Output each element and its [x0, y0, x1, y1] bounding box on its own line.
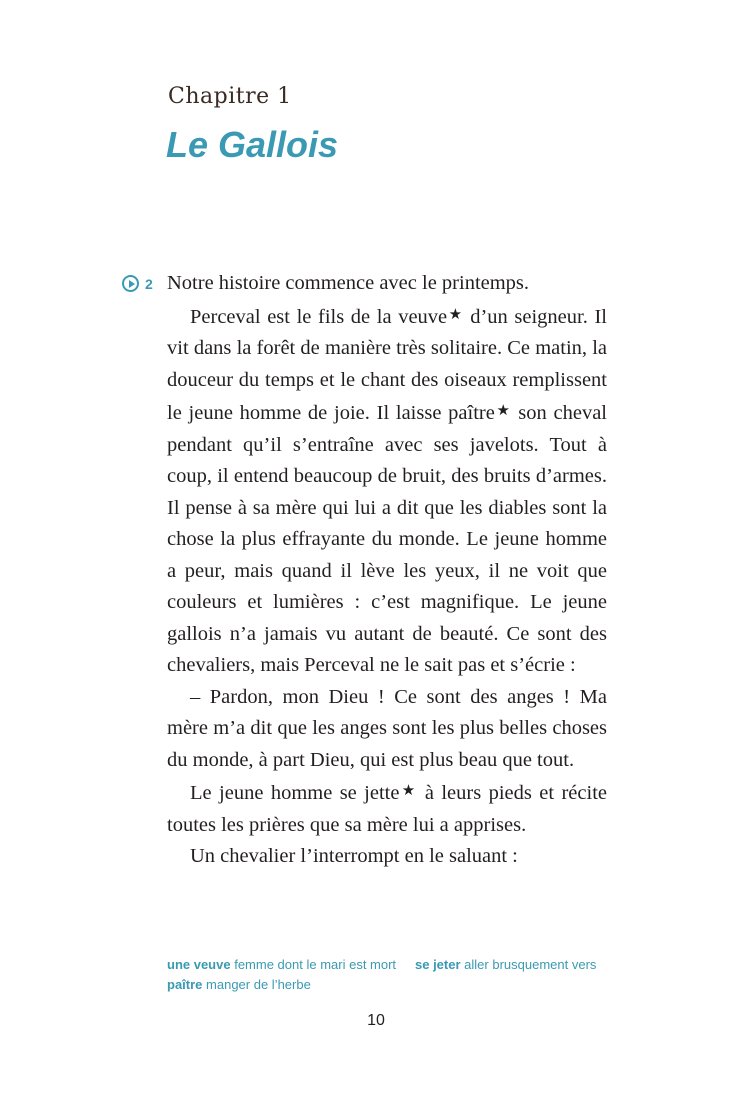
glossary-definition: femme dont le mari est mort — [234, 957, 397, 972]
glossary — [167, 955, 607, 995]
story-text — [167, 268, 607, 873]
chapter-label: Chapitre 1 — [168, 84, 292, 109]
glossary-star: ★ — [447, 306, 464, 323]
glossary-entry — [167, 975, 311, 995]
paragraph: Un chevalier l’interrompt en le saluant : — [190, 845, 518, 867]
paragraph: Le jeune homme se jette★ à leurs pieds et récite toutes les prières que sa mère lui a apprises. — [167, 782, 607, 836]
glossary-entry — [415, 955, 596, 975]
page-number: 10 — [367, 1012, 385, 1029]
glossary-term: une veuve — [167, 957, 231, 972]
audio-track-number: 2 — [145, 275, 153, 292]
glossary-star: ★ — [494, 403, 512, 419]
glossary-entry — [167, 955, 415, 975]
paragraph: – Pardon, mon Dieu ! Ce sont des anges ! Ma mère m’a dit que les anges sont les plus belles choses du monde, à part Dieu, qui est plus beau que tout. — [167, 685, 607, 771]
glossary-definition: manger de l’herbe — [206, 977, 311, 992]
glossary-definition: aller brusquement vers — [464, 957, 597, 972]
chapter-title: Le Gallois — [166, 124, 339, 165]
glossary-term: se jeter — [415, 957, 461, 972]
paragraph: Perceval est le fils de la veuve★ d’un seigneur. Il vit dans la forêt de manière très solitaire. Ce matin, la douceur du temps et le chant des oiseaux remplissent le jeune homme de joie. Il laisse paître★ son cheval pendant qu’il s’entraîne avec ses javelots. Tout à coup, il entend beaucoup de bruit, des bruits d’armes. Il pense à sa mère qui lui a dit que les diables sont la chose la plus effrayante du monde. Le jeune homme a peur, mais quand il lève les yeux, il ne voit que couleurs et lumières : c’est magnifique. Le jeune gallois n’a jamais vu autant de beauté. Ce sont des chevaliers, mais Perceval ne le sait pas et s’écrie : — [167, 305, 607, 676]
glossary-star: ★ — [399, 783, 418, 799]
paragraph: Notre histoire commence avec le printemps. — [167, 272, 530, 294]
audio-track-marker[interactable] — [122, 275, 153, 292]
glossary-term: paître — [167, 977, 203, 992]
play-icon[interactable] — [122, 275, 139, 292]
